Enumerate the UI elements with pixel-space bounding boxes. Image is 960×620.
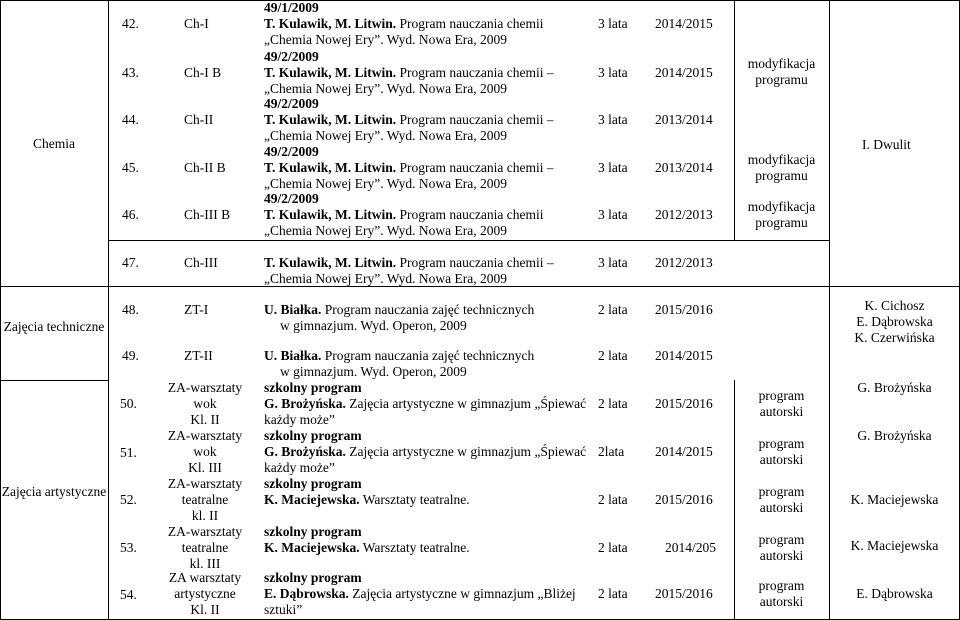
program-line1: T. Kulawik, M. Litwin. Program nauczania chemii –	[264, 160, 554, 175]
program-line1: T. Kulawik, M. Litwin. Program nauczania chemii –	[264, 255, 554, 270]
duration: 3 lata	[598, 65, 628, 80]
years: 2015/2016	[655, 492, 713, 507]
years: 2014/2015	[655, 348, 713, 363]
note-autorski: program autorski	[758, 388, 805, 419]
note-modyfikacja: modyfikacja programu	[747, 56, 816, 87]
program-line1: T. Kulawik, M. Litwin. Program nauczania chemii	[264, 207, 544, 222]
teacher: E. Dąbrowska	[856, 586, 933, 601]
duration: 2 lata	[598, 396, 628, 411]
note-autorski: program autorski	[758, 532, 805, 563]
program-line2: w gimnazjum. Wyd. Operon, 2009	[280, 364, 467, 379]
subject-artystyczne: Zajęcia artystyczne	[1, 484, 107, 499]
row-num: 48.	[122, 302, 139, 317]
row-num: 54.	[120, 587, 137, 602]
row-code: ZA-warsztaty teatralne kl. II	[167, 476, 243, 523]
duration: 2 lata	[598, 540, 628, 555]
program-type: szkolny program	[264, 570, 362, 585]
program-type: szkolny program	[264, 380, 362, 395]
years: 2015/2016	[655, 302, 713, 317]
teacher: G. Brożyńska	[857, 380, 932, 395]
row-num: 52.	[120, 492, 137, 507]
program-line1: T. Kulawik, M. Litwin. Program nauczania chemii	[264, 16, 544, 31]
program-type: szkolny program	[264, 524, 362, 539]
duration: 2lata	[598, 444, 625, 459]
years: 2013/2014	[655, 112, 713, 127]
years: 2012/2013	[655, 207, 713, 222]
program-type: szkolny program	[264, 428, 362, 443]
row-code: ZA-warsztaty teatralne kl. III	[167, 524, 243, 571]
row-code: ZA-warsztaty wok Kl. III	[167, 428, 243, 475]
program-line1: U. Białka. Program nauczania zajęć technicznych	[264, 302, 535, 317]
program-line2: sztuki”	[264, 602, 303, 617]
program-line2: „Chemia Nowej Ery”. Wyd. Nowa Era, 2009	[264, 32, 507, 47]
years: 2014/2015	[655, 65, 713, 80]
row-num: 47.	[122, 255, 139, 270]
program-line1: G. Brożyńska. Zajęcia artystyczne w gimnazjum „Śpiewać	[264, 444, 587, 459]
row-num: 43.	[122, 65, 139, 80]
years: 2015/2016	[655, 586, 713, 601]
teacher: G. Brożyńska	[857, 428, 932, 443]
program-line1: K. Maciejewska. Warsztaty teatralne.	[264, 540, 470, 555]
program-line2: każdy może”	[264, 412, 335, 427]
program-line2: „Chemia Nowej Ery”. Wyd. Nowa Era, 2009	[264, 271, 507, 286]
row-code: ZT-I	[184, 302, 209, 317]
program-line2: „Chemia Nowej Ery”. Wyd. Nowa Era, 2009	[264, 223, 507, 238]
note-autorski: program autorski	[758, 484, 805, 515]
years: 2013/2014	[655, 160, 713, 175]
program-line1: T. Kulawik, M. Litwin. Program nauczania chemii –	[264, 65, 554, 80]
program-line1: U. Białka. Program nauczania zajęć technicznych	[264, 348, 535, 363]
duration: 3 lata	[598, 160, 628, 175]
duration: 3 lata	[598, 255, 628, 270]
teacher: E. Dąbrowska	[856, 314, 933, 329]
note-modyfikacja: modyfikacja programu	[747, 199, 816, 230]
row-code: Ch-I B	[184, 65, 222, 80]
program-code: 49/2/2009	[264, 191, 319, 206]
program-code: 49/1/2009	[264, 0, 319, 15]
years: 2015/2016	[655, 396, 713, 411]
years: 2012/2013	[655, 255, 713, 270]
teacher: I. Dwulit	[862, 137, 911, 152]
program-line2: „Chemia Nowej Ery”. Wyd. Nowa Era, 2009	[264, 81, 507, 96]
row-code: ZT-II	[184, 348, 213, 363]
grid-line	[108, 0, 109, 620]
row-code: ZA warsztaty artystyczne Kl. II	[168, 570, 242, 617]
duration: 2 lata	[598, 348, 628, 363]
grid-line	[0, 380, 108, 381]
program-line1: K. Maciejewska. Warsztaty teatralne.	[264, 492, 470, 507]
program-code: 49/2/2009	[264, 96, 319, 111]
row-code: Ch-II B	[184, 160, 226, 175]
row-code: Ch-I	[184, 16, 209, 31]
row-num: 49.	[122, 348, 139, 363]
row-code: Ch-III B	[184, 207, 231, 222]
duration: 3 lata	[598, 112, 628, 127]
program-line1: E. Dąbrowska. Zajęcia artystyczne w gimnazjum „Bliżej	[264, 586, 576, 601]
teacher: K. Czerwińska	[854, 330, 935, 345]
grid-line	[108, 240, 830, 241]
program-line2: „Chemia Nowej Ery”. Wyd. Nowa Era, 2009	[264, 128, 507, 143]
years: 2014/2015	[655, 16, 713, 31]
subject-techniczne: Zajęcia techniczne	[3, 319, 105, 334]
duration: 2 lata	[598, 492, 628, 507]
program-code: 49/2/2009	[264, 144, 319, 159]
row-code: Ch-III	[184, 255, 218, 270]
years: 2014/205	[665, 540, 717, 555]
teacher: K. Maciejewska	[850, 538, 939, 553]
program-line2: każdy może”	[264, 460, 335, 475]
program-line2: w gimnazjum. Wyd. Operon, 2009	[280, 318, 467, 333]
duration: 2 lata	[598, 302, 628, 317]
row-num: 45.	[122, 160, 139, 175]
years: 2014/2015	[655, 444, 713, 459]
program-type: szkolny program	[264, 476, 362, 491]
row-code: Ch-II	[184, 112, 214, 127]
note-autorski: program autorski	[758, 436, 805, 467]
program-line2: „Chemia Nowej Ery”. Wyd. Nowa Era, 2009	[264, 176, 507, 191]
program-line1: G. Brożyńska. Zajęcia artystyczne w gimnazjum „Śpiewać	[264, 396, 587, 411]
row-num: 46.	[122, 207, 139, 222]
row-num: 44.	[122, 112, 139, 127]
duration: 2 lata	[598, 586, 628, 601]
note-modyfikacja: modyfikacja programu	[747, 152, 816, 183]
duration: 3 lata	[598, 207, 628, 222]
row-num: 53.	[120, 540, 137, 555]
row-code: ZA-warsztaty wok Kl. II	[167, 380, 243, 427]
note-autorski: program autorski	[758, 578, 805, 609]
duration: 3 lata	[598, 16, 628, 31]
row-num: 42.	[122, 16, 139, 31]
program-code: 49/2/2009	[264, 49, 319, 64]
grid-line	[0, 0, 1, 620]
subject-chemia: Chemia	[33, 136, 75, 151]
program-line1: T. Kulawik, M. Litwin. Program nauczania chemii –	[264, 112, 554, 127]
grid-line	[0, 0, 960, 1]
row-num: 50.	[120, 396, 137, 411]
row-num: 51.	[120, 445, 137, 460]
teacher: K. Cichosz	[864, 298, 925, 313]
teacher: K. Maciejewska	[850, 492, 939, 507]
